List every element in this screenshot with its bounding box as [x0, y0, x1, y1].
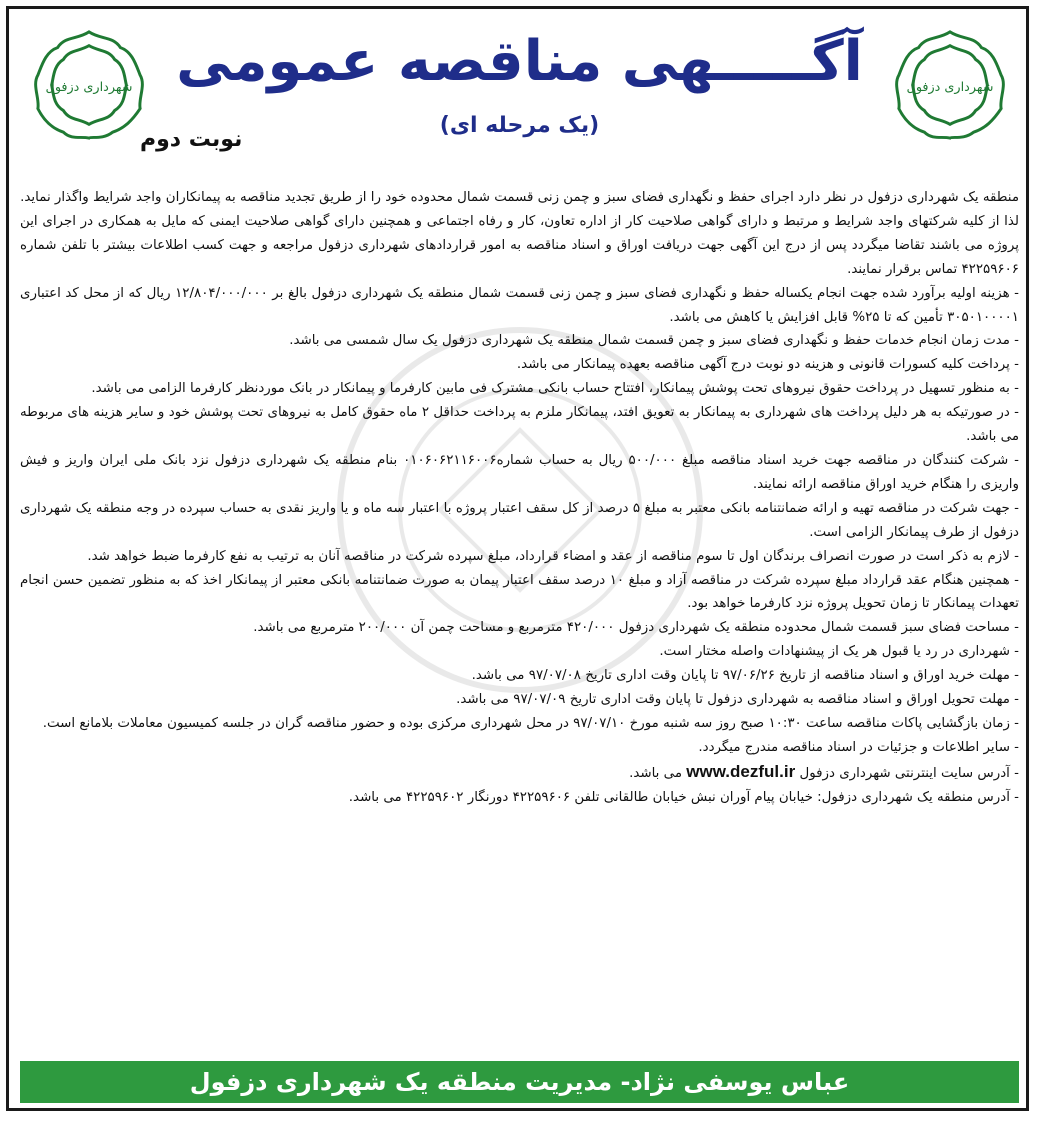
signature-bar: عباس یوسفی نژاد- مدیریت منطقه یک شهرداری دزفول — [20, 1061, 1019, 1103]
website-suffix: می باشد. — [629, 765, 682, 781]
clause-joint-account: - به منظور تسهیل در پرداخت حقوق نیروهای تحت پوشش پیمانکار، افتتاح حساب بانکی مشترک فی مابین کارفرما و پیمانکار در بانک موردنظر کارفرما الزامی می باشد. — [91, 381, 1019, 397]
clause-purchase-deadline: - مهلت خرید اوراق و اسناد مناقصه از تاریخ ۹۷/۰۶/۲۶ تا پایان وقت اداری تاریخ ۹۷/۰۷/۰۸ می باشد. — [471, 668, 1019, 684]
website-link[interactable]: www.dezful.ir — [686, 761, 796, 781]
clause-performance-bond: - همچنین هنگام عقد قرارداد مبلغ سپرده شرکت در مناقصه آزاد و مبلغ ۱۰ درصد سقف اعتبار پیمان به صورت ضمانتنامه بانکی معتبر از پیمانکار اخذ که به منظور تضمین حسن انجام تعهدات پیمانکار تا زمان تحویل پروژه نزد کارفرما خواهد بود. — [20, 572, 1019, 612]
paragraph-invitation: لذا از کلیه شرکتهای واجد شرایط و مرتبط و دارای گواهی صلاحیت کار از اداره تعاون، کار و رفاه اجتماعی و همچنین دارای گواهی صلاحیت ایمنی که مایل به همکاری در اجرای این پروژه می باشند تقاضا میگردد پس از درج این آگهی جهت دریافت اوراق و اسناد مناقصه به امور قراردادهای شهرداری دزفول مراجعه و جهت کسب اطلاعات بیشتر با تلفن شماره ۴۲۲۵۹۶۰۶ تماس برقرار نمایند. — [20, 213, 1019, 277]
clause-rights: - شهرداری در رد یا قبول هر یک از پیشنهادات واصله مختار است. — [659, 644, 1019, 660]
website-prefix: - آدرس سایت اینترنتی شهرداری دزفول — [799, 765, 1019, 781]
clause-payment-delay: - در صورتیکه به هر دلیل پرداخت های شهرداری به پیمانکار به تعویق افتد، پیمانکار ملزم به پرداخت حداقل ۲ ماه حقوق کامل به نیروهای تحت پوشش خود و سایر هزینه های مربوطه می باشد. — [20, 405, 1019, 445]
paragraph-intro: منطقه یک شهرداری دزفول در نظر دارد اجرای حفظ و نگهداری فضای سبز و چمن زنی قسمت شمال محدوده خود را از طریق تجدید مناقصه به پیمانکاران واجد شرایط واگذار نماید. — [20, 190, 1019, 205]
clause-website — [20, 760, 1019, 786]
clause-other-info: - سایر اطلاعات و جزئیات در اسناد مناقصه مندرج میگردد. — [698, 739, 1019, 755]
publication-round: نوبت دوم — [140, 127, 243, 152]
clause-estimated-cost: - هزینه اولیه برآورد شده جهت انجام یکساله حفظ و نگهداری فضای سبز و چمن زنی قسمت شمال منطقه یک شهرداری دزفول بالغ بر ۱۲/۸۰۴/۰۰۰/۰۰۰ ریال که از محل کد اعتباری ۳۰۵۰۱۰۰۰۰۱ تأمین که تا ۲۵% قابل افزایش یا کاهش می باشد. — [20, 285, 1019, 325]
clause-deductions: - پرداخت کلیه کسورات قانونی و هزینه دو نوبت درج آگهی مناقصه بعهده پیمانکار می باشد. — [516, 357, 1019, 373]
clause-withdrawal: - لازم به ذکر است در صورت انصراف برندگان اول تا سوم مناقصه از عقد و امضاء قرارداد، مبلغ سپرده شرکت در مناقصه آنان به ترتیب به نفع کارفرما ضبط خواهد شد. — [87, 548, 1019, 564]
logo-text-left: شهرداری دزفول — [45, 79, 133, 95]
notice-body — [20, 186, 1019, 810]
clause-area: - مساحت فضای سبز قسمت شمال محدوده منطقه یک شهرداری دزفول ۴۲۰/۰۰۰ مترمربع و مساحت چمن آن ۲۰۰/۰۰۰ مترمربع می باشد. — [253, 620, 1019, 636]
clause-bank-guarantee: - جهت شرکت در مناقصه تهیه و ارائه ضمانتنامه بانکی معتبر به مبلغ ۵ درصد از کل سقف اعتبار پروژه با اعتبار سه ماه و یا واریز نقدی به حساب سپرده در وجه منطقه یک شهرداری دزفول از طرف پیمانکار الزامی است. — [20, 500, 1019, 540]
clause-opening-time: - زمان بازگشایی پاکات مناقصه ساعت ۱۰:۳۰ صبح روز سه شنبه مورخ ۹۷/۰۷/۱۰ در محل شهرداری مرکزی بوده و حضور مناقصه گران در جلسه کمیسیون معاملات بلامانع است. — [42, 715, 1019, 731]
logo-text-right: شهرداری دزفول — [906, 79, 994, 95]
clause-address: - آدرس منطقه یک شهرداری دزفول: خیابان پیام آوران نبش خیابان طالقانی تلفن ۴۲۲۵۹۶۰۶ دورنگار ۴۲۲۵۹۶۰۲ می باشد. — [348, 789, 1019, 805]
clause-delivery-deadline: - مهلت تحویل اوراق و اسناد مناقصه به شهرداری دزفول تا پایان وقت اداری تاریخ ۹۷/۰۷/۰۹ می باشد. — [456, 692, 1019, 708]
clause-duration: - مدت زمان انجام خدمات حفظ و نگهداری فضای سبز و چمن قسمت شمال منطقه یک شهرداری دزفول یک سال شمسی می باشد. — [289, 333, 1019, 349]
notice-title: آگـــــهی مناقصه عمومی — [176, 29, 863, 94]
clause-document-purchase: - شرکت کنندگان در مناقصه جهت خرید اسناد مناقصه مبلغ ۵۰۰/۰۰۰ ریال به حساب شماره۰۱۰۶۰۶۲۱۱۶۰۰۶ بنام منطقه یک شهرداری دزفول نزد بانک ملی ایران واریز و فیش واریزی را هنگام خرید اوراق مناقصه ارائه نمایند. — [20, 452, 1019, 492]
notice-subtitle: (یک مرحله ای) — [439, 113, 600, 138]
